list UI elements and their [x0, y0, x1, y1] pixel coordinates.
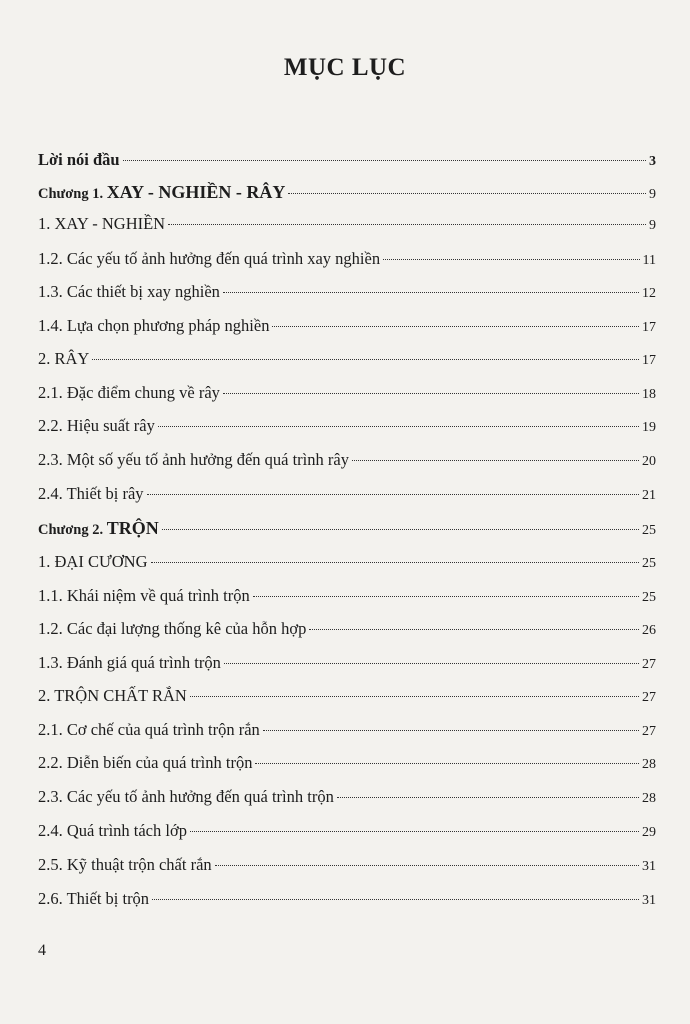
toc-entry-page: 9 — [649, 187, 656, 202]
toc-entry-label: 1.2. Các yếu tố ảnh hưởng đến quá trình xay nghiền — [38, 249, 381, 268]
toc-entry-page: 27 — [642, 724, 656, 739]
toc-entry-page: 25 — [642, 523, 656, 538]
toc-leader-dots — [224, 663, 639, 664]
toc-entry-page: 29 — [642, 825, 656, 840]
toc-leader-dots — [352, 460, 639, 461]
toc-entry — [38, 855, 656, 875]
chapter-prefix: Chương 2. — [38, 522, 107, 538]
toc-leader-dots — [272, 326, 639, 327]
toc-leader-dots — [151, 562, 639, 563]
toc-entry — [38, 653, 656, 673]
toc-leader-dots — [190, 696, 639, 697]
chapter-title: XAY - NGHIỀN - RÂY — [106, 182, 286, 202]
toc-entry — [38, 753, 656, 773]
toc-entry-label: 1.4. Lựa chọn phương pháp nghiền — [38, 316, 270, 335]
toc-entry-page: 21 — [642, 488, 656, 503]
toc-entry — [38, 619, 656, 639]
toc-entry-page: 3 — [649, 154, 656, 169]
toc-leader-dots — [383, 259, 639, 260]
toc-leader-dots — [215, 865, 639, 866]
toc-entry-page: 28 — [642, 757, 656, 772]
toc-entry — [38, 552, 656, 572]
toc-entry-label: 2.1. Đặc điểm chung về rây — [38, 383, 220, 402]
toc-entry — [38, 349, 656, 369]
toc-entry — [38, 686, 656, 706]
page-title: MỤC LỤC — [283, 54, 407, 81]
toc-entry-label: 2.3. Một số yếu tố ảnh hưởng đến quá trình rây — [38, 450, 349, 469]
toc-entry-page: 25 — [642, 556, 656, 571]
toc-entry-label: 2.1. Cơ chế của quá trình trộn rắn — [38, 720, 260, 739]
toc-entry-label: 1.2. Các đại lượng thống kê của hỗn hợp — [38, 619, 307, 638]
toc-entry-page: 12 — [642, 286, 656, 301]
toc-entry-label: 2.4. Quá trình tách lớp — [38, 821, 187, 840]
toc-entry-chapter-2 — [38, 518, 656, 539]
toc-leader-dots — [288, 193, 646, 194]
toc-entry-page: 11 — [642, 253, 656, 268]
toc-entry-page: 9 — [649, 218, 656, 233]
toc-entry-label: 2.2. Diễn biến của quá trình trộn — [38, 753, 253, 772]
chapter-prefix: Chương 1. — [38, 186, 107, 202]
toc-entry — [38, 821, 656, 841]
toc-entry — [38, 383, 656, 403]
toc-entry — [38, 316, 656, 336]
toc-entry-page: 25 — [642, 590, 656, 605]
toc-leader-dots — [158, 426, 639, 427]
toc-entry-page: 27 — [642, 690, 656, 705]
toc-entry — [38, 450, 656, 470]
toc-entry-label: 1.1. Khái niệm về quá trình trộn — [38, 586, 250, 605]
toc-leader-dots — [190, 831, 639, 832]
toc-entry-label: 1.3. Đánh giá quá trình trộn — [38, 653, 221, 672]
toc-entry-label: Lời nói đầu — [38, 150, 120, 169]
toc-leader-dots — [168, 224, 646, 225]
toc-leader-dots — [123, 160, 646, 161]
toc-entry-label: 2.4. Thiết bị rây — [38, 484, 144, 503]
toc-entry-label: 2.3. Các yếu tố ảnh hưởng đến quá trình trộn — [38, 787, 334, 806]
toc-leader-dots — [253, 596, 639, 597]
toc-leader-dots — [152, 899, 639, 900]
toc-entry — [38, 586, 656, 606]
toc-entry-preface — [38, 150, 656, 170]
toc-entry-label: 1. ĐẠI CƯƠNG — [38, 552, 148, 571]
toc-entry-page: 28 — [642, 791, 656, 806]
toc-entry — [38, 214, 656, 234]
toc-entry — [38, 720, 656, 740]
toc-entry-label: 1. XAY - NGHIỀN — [38, 214, 166, 233]
toc-entry — [38, 889, 656, 909]
toc-entry — [38, 416, 656, 436]
page-number: 4 — [38, 942, 46, 959]
toc-entry-page: 18 — [642, 387, 656, 402]
toc-entry-page: 19 — [642, 420, 656, 435]
toc-entry-page: 31 — [642, 859, 656, 874]
toc-entry-label: 2.6. Thiết bị trộn — [38, 889, 150, 908]
toc-entry-label: 2.2. Hiệu suất rây — [38, 416, 155, 435]
toc-leader-dots — [255, 763, 639, 764]
toc-leader-dots — [337, 797, 639, 798]
toc-leader-dots — [263, 730, 639, 731]
toc-entry-page: 20 — [642, 454, 656, 469]
toc-entry-page: 17 — [642, 320, 656, 335]
toc-entry-label: 2. TRỘN CHẤT RẮN — [38, 686, 187, 705]
toc-leader-dots — [223, 292, 639, 293]
toc-leader-dots — [162, 529, 639, 530]
toc-entry-page: 26 — [642, 623, 656, 638]
toc-entry-page: 31 — [642, 893, 656, 908]
toc-leader-dots — [147, 494, 639, 495]
toc-entry — [38, 249, 656, 269]
toc-entry-label: 2.5. Kỹ thuật trộn chất rắn — [38, 855, 212, 874]
toc-entry-page: 27 — [642, 657, 656, 672]
toc-entry-page: 17 — [642, 353, 656, 368]
toc-entry — [38, 282, 656, 302]
toc-leader-dots — [223, 393, 639, 394]
chapter-title: TRỘN — [106, 518, 159, 538]
toc-entry — [38, 484, 656, 504]
toc-leader-dots — [92, 359, 639, 360]
toc-entry-chapter-1 — [38, 182, 656, 203]
toc-entry — [38, 787, 656, 807]
toc-entry-label: 2. RÂY — [38, 349, 90, 368]
toc-entry-label: 1.3. Các thiết bị xay nghiền — [38, 282, 220, 301]
toc-leader-dots — [309, 629, 639, 630]
